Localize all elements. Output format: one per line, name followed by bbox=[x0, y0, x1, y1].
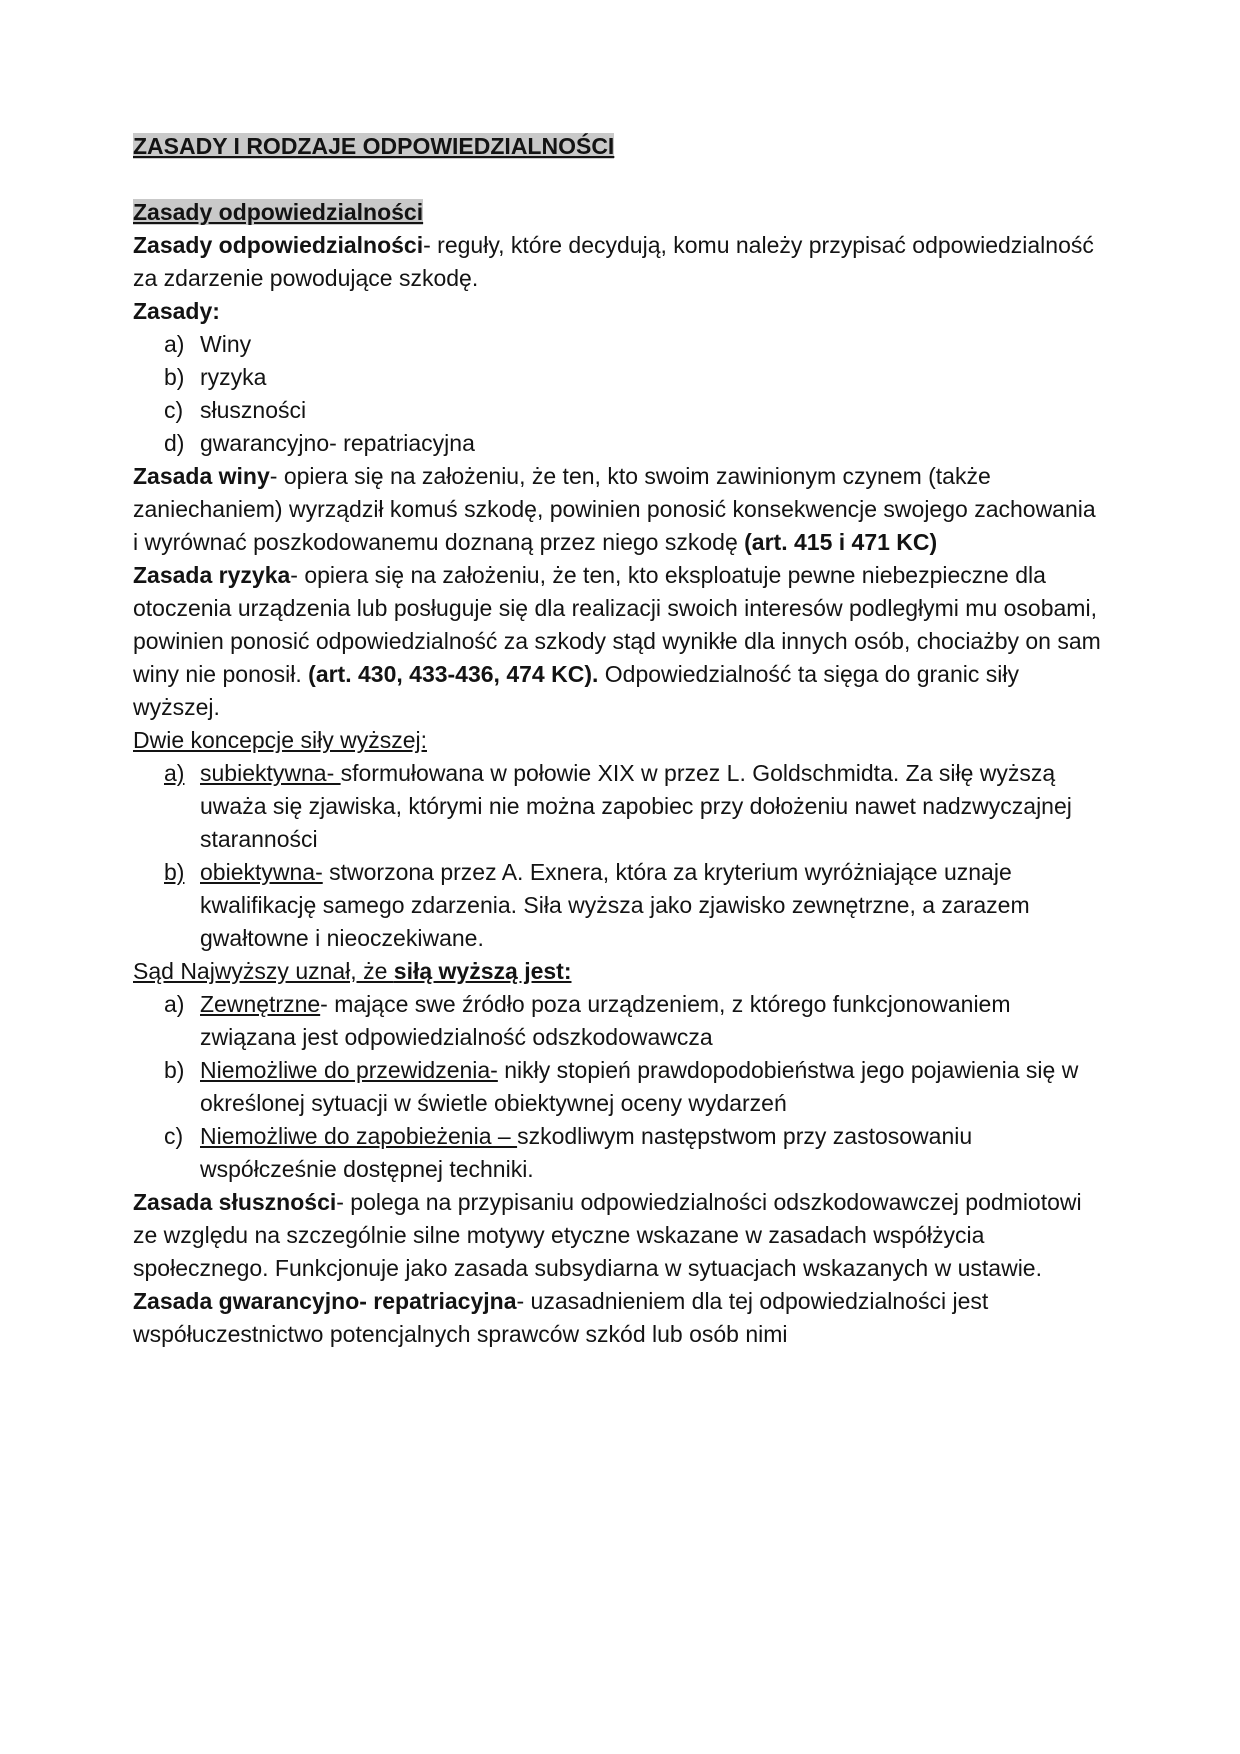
text-run: Winy bbox=[200, 331, 252, 357]
text-run: Zasada ryzyka bbox=[133, 562, 291, 588]
text-run: nikły stopień prawdopodobieństwa jego pojawienia się w określonej sytuacji w świetle obiektywnej oceny wydarzeń bbox=[200, 1057, 1079, 1116]
list-item bbox=[164, 328, 1102, 361]
list-item bbox=[164, 988, 1102, 1054]
text-run: stworzona przez A. Exnera, która za kryterium wyróżniające uznaje kwalifikację samego zdarzenia. Siła wyższa jako zjawisko zewnętrzne, a zarazem gwałtowne i nieoczekiwane. bbox=[200, 859, 1030, 951]
text-run: Zasada słuszności bbox=[133, 1189, 337, 1215]
list-marker: b) bbox=[164, 1057, 185, 1083]
text-run: Sąd Najwyższy uznał, że bbox=[133, 958, 394, 984]
text-run: siłą wyższą jest: bbox=[393, 958, 572, 984]
paragraph bbox=[133, 724, 1102, 757]
text-run: - mające swe źródło poza urządzeniem, z którego funkcjonowaniem związana jest odpowiedzialność odszkodowawcza bbox=[200, 991, 1011, 1050]
section-heading bbox=[133, 196, 1102, 229]
text-run: subiektywna- bbox=[200, 760, 341, 786]
text-run: - polega na przypisaniu odpowiedzialności odszkodowawczej podmiotowi ze względu na szczególnie silne motywy etyczne wskazane w zasadach współżycia społecznego. Funkcjonuje jako zasada subsydiarna w sytuacjach wskazanych w ustawie. bbox=[133, 1189, 1082, 1281]
text-run: Niemożliwe do przewidzenia- bbox=[200, 1057, 498, 1083]
text-run: (art. 415 i 471 KC) bbox=[744, 529, 938, 555]
paragraph bbox=[133, 229, 1102, 295]
list-marker: a) bbox=[164, 331, 185, 357]
text-run: Niemożliwe do zapobieżenia – bbox=[200, 1123, 518, 1149]
text-run: gwarancyjno- repatriacyjna bbox=[200, 430, 475, 456]
paragraph bbox=[133, 1186, 1102, 1285]
text-run: Zasada winy bbox=[133, 463, 270, 489]
list-marker: d) bbox=[164, 430, 185, 456]
list-item bbox=[164, 856, 1102, 955]
text-run: ryzyka bbox=[200, 364, 267, 390]
text-run: - reguły, które decydują, komu należy przypisać odpowiedzialność za zdarzenie powodujące szkodę. bbox=[133, 232, 1094, 291]
list-item bbox=[164, 427, 1102, 460]
document-body bbox=[133, 130, 1102, 1351]
paragraph bbox=[133, 460, 1102, 559]
list-marker: c) bbox=[164, 397, 184, 423]
paragraph bbox=[133, 955, 1102, 988]
list-marker: a) bbox=[164, 760, 185, 786]
text-run: Zasady odpowiedzialności bbox=[133, 199, 424, 225]
text-run: Odpowiedzialność ta sięga do granic siły wyższej. bbox=[133, 661, 1019, 720]
text-run: ZASADY I RODZAJE ODPOWIEDZIALNOŚCI bbox=[133, 133, 615, 159]
text-run: Zasady odpowiedzialności bbox=[133, 232, 424, 258]
paragraph bbox=[133, 559, 1102, 724]
list-marker: c) bbox=[164, 1123, 184, 1149]
list-marker: a) bbox=[164, 991, 185, 1017]
paragraph bbox=[133, 295, 1102, 328]
text-run: - uzasadnieniem dla tej odpowiedzialności jest współuczestnictwo potencjalnych sprawców szkód lub osób nimi bbox=[133, 1288, 989, 1347]
document-title bbox=[133, 130, 1102, 163]
text-run: Zasady: bbox=[133, 298, 220, 324]
text-run: Dwie koncepcje siły wyższej: bbox=[133, 727, 427, 753]
list-item bbox=[164, 757, 1102, 856]
list-item bbox=[164, 361, 1102, 394]
list-marker: b) bbox=[164, 364, 185, 390]
text-run: Zewnętrzne bbox=[200, 991, 321, 1017]
blank-line bbox=[133, 163, 1102, 196]
list-item bbox=[164, 1054, 1102, 1120]
text-run: - opiera się na założeniu, że ten, kto swoim zawinionym czynem (także zaniechaniem) wyrządził komuś szkodę, powinien ponosić konsekwencje swojego zachowania i wyrównać poszkodowanemu doznaną przez niego szkodę bbox=[133, 463, 1096, 555]
list-marker: b) bbox=[164, 859, 185, 885]
list-item bbox=[164, 1120, 1102, 1186]
paragraph bbox=[133, 1285, 1102, 1351]
text-run: Zasada gwarancyjno- repatriacyjna bbox=[133, 1288, 517, 1314]
text-run: obiektywna- bbox=[200, 859, 323, 885]
text-run: szkodliwym następstwom przy zastosowaniu współcześnie dostępnej techniki. bbox=[200, 1123, 973, 1182]
list-item bbox=[164, 394, 1102, 427]
text-run: sformułowana w połowie XIX w przez L. Goldschmidta. Za siłę wyższą uważa się zjawiska, którymi nie można zapobiec przy dołożeniu nawet nadzwyczajnej staranności bbox=[200, 760, 1072, 852]
text-run: słuszności bbox=[200, 397, 307, 423]
text-run: - opiera się na założeniu, że ten, kto eksploatuje pewne niebezpieczne dla otoczenia urządzenia lub posługuje się dla realizacji swoich interesów podległymi mu osobami, powinien ponosić odpowiedzialność za szkody stąd wynikłe dla innych osób, chociażby on sam winy nie ponosił. bbox=[133, 562, 1101, 687]
text-run: (art. 430, 433-436, 474 KC). bbox=[308, 661, 599, 687]
